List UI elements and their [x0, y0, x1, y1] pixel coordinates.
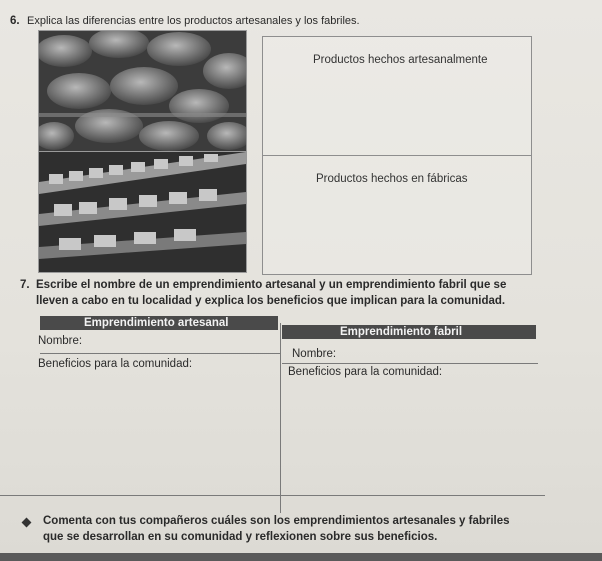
- factory-name-divider: [282, 363, 538, 364]
- question-7-line-2: lleven a cabo en tu localidad y explica los beneficios que implican para la comunidad.: [36, 295, 506, 307]
- factory-benefits-label: Beneficios para la comunidad:: [288, 366, 443, 378]
- question-7-number: 7.: [20, 279, 30, 291]
- footer-line-2: que se desarrollan en su comunidad y reflexionen sobre sus beneficios.: [43, 531, 438, 543]
- artisanal-products-label: Productos hechos artesanalmente: [313, 54, 488, 66]
- artisanal-name-divider: [40, 353, 280, 354]
- question-6-number: 6.: [10, 15, 20, 27]
- handmade-products-photo: [38, 30, 247, 152]
- question-6-text: Explica las diferencias entre los productos artesanales y los fabriles.: [27, 15, 360, 27]
- factory-products-label: Productos hechos en fábricas: [316, 173, 468, 185]
- bullet-diamond-icon: [22, 518, 32, 528]
- footer-line-1: Comenta con tus compañeros cuáles son los emprendimientos artesanales y fabriles: [43, 515, 510, 527]
- column-divider: [280, 323, 281, 513]
- artisanal-products-answer-box[interactable]: [262, 36, 532, 156]
- artisanal-name-label: Nombre:: [38, 335, 83, 347]
- artisanal-benefits-label: Beneficios para la comunidad:: [38, 358, 193, 370]
- ventures-table: [30, 313, 540, 513]
- bottom-edge-band: [0, 553, 602, 561]
- factory-venture-header: Emprendimiento fabril: [282, 325, 536, 339]
- question-7-line-1: Escribe el nombre de un emprendimiento artesanal y un emprendimiento fabril que se: [36, 279, 507, 291]
- artisanal-venture-header: Emprendimiento artesanal: [40, 316, 278, 330]
- factory-products-answer-box[interactable]: [262, 155, 532, 275]
- factory-products-photo: [38, 151, 247, 273]
- factory-name-label: Nombre:: [292, 348, 337, 360]
- table-bottom-line: [0, 495, 545, 496]
